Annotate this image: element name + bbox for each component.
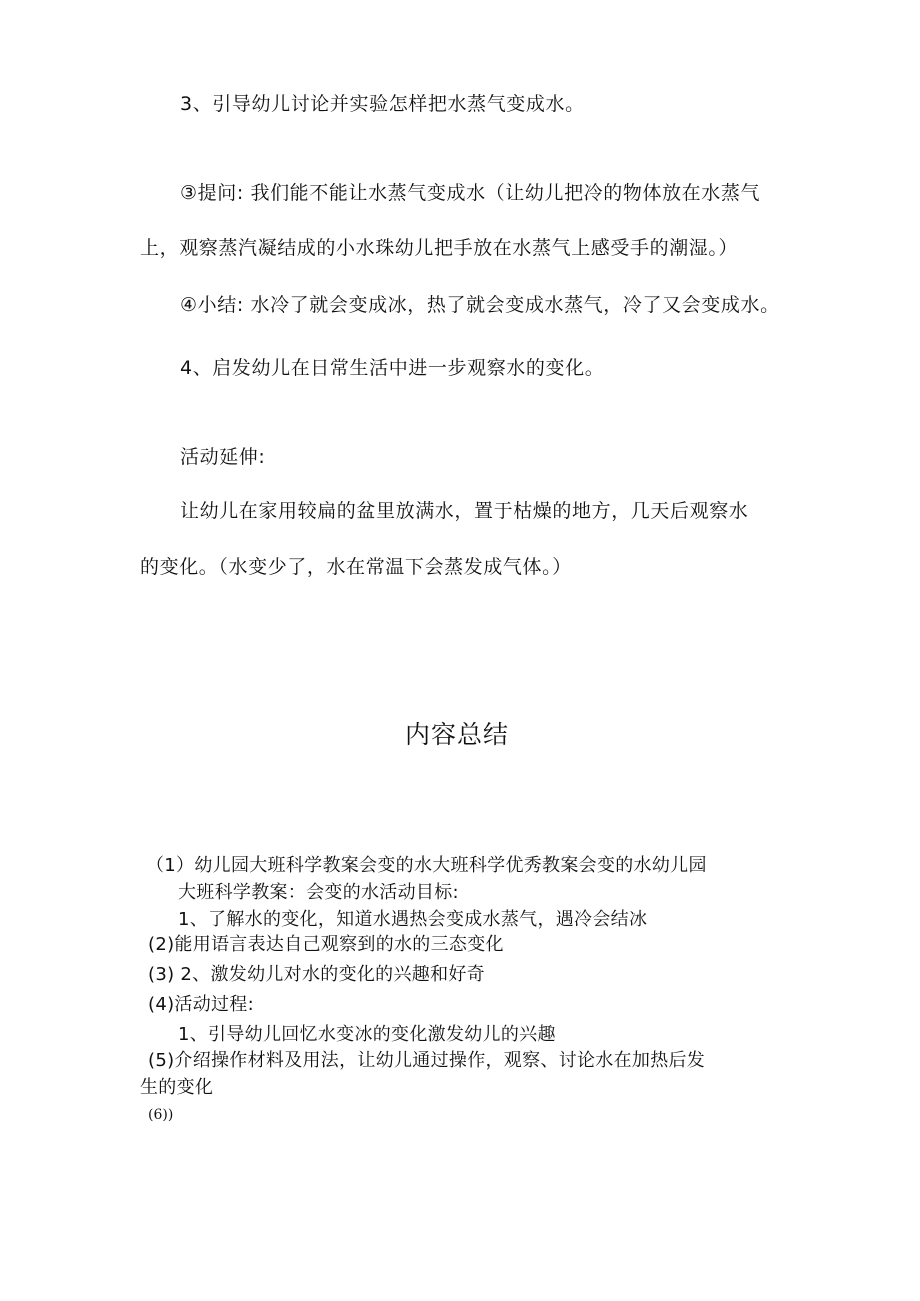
summary-item-1-line-3: 1、了解水的变化，知道水遇热会变成水蒸气，遇冷会结冰 xyxy=(178,909,648,930)
summary-item-6: (6)) xyxy=(148,1107,174,1123)
summary-item-3: (3) 2、激发幼儿对水的变化的兴趣和好奇 xyxy=(148,964,485,985)
summary-item-4-line-2: 1、引导幼儿回忆水变冰的变化激发幼儿的兴趣 xyxy=(178,1024,556,1045)
paragraph-extension-line-2: 的变化。（水变少了，水在常温下会蒸发成气体。） xyxy=(140,556,572,578)
summary-item-1-line-1: （1）幼儿园大班科学教案会变的水大班科学优秀教案会变的水幼儿园 xyxy=(146,855,707,876)
summary-item-4: (4)活动过程: xyxy=(148,994,254,1015)
summary-item-5-line-2: 生的变化 xyxy=(140,1077,214,1098)
summary-item-5-line-1: (5)介绍操作材料及用法，让幼儿通过操作，观察、讨论水在加热后发 xyxy=(148,1050,706,1071)
paragraph-extension-line-1: 让幼儿在家用较扁的盆里放满水，置于枯燥的地方，几天后观察水 xyxy=(180,500,749,522)
summary-item-2: (2)能用语言表达自己观察到的水的三态变化 xyxy=(148,934,504,955)
paragraph-step-3: 3、引导幼儿讨论并实验怎样把水蒸气变成水。 xyxy=(180,93,585,115)
paragraph-question-line-2: 上，观察蒸汽凝结成的小水珠幼儿把手放在水蒸气上感受手的潮湿。） xyxy=(140,237,739,259)
paragraph-question-line-1: ③提问: 我们能不能让水蒸气变成水（让幼儿把冷的物体放在水蒸气 xyxy=(180,182,761,204)
summary-title: 内容总结 xyxy=(405,720,510,749)
activity-extension-heading: 活动延伸: xyxy=(180,446,266,468)
paragraph-step-4: 4、启发幼儿在日常生活中进一步观察水的变化。 xyxy=(180,357,605,379)
summary-item-1-line-2: 大班科学教案：会变的水活动目标: xyxy=(178,882,459,903)
paragraph-summary-small: ④小结: 水冷了就会变成冰，热了就会变成水蒸气，冷了又会变成水。 xyxy=(180,294,780,316)
